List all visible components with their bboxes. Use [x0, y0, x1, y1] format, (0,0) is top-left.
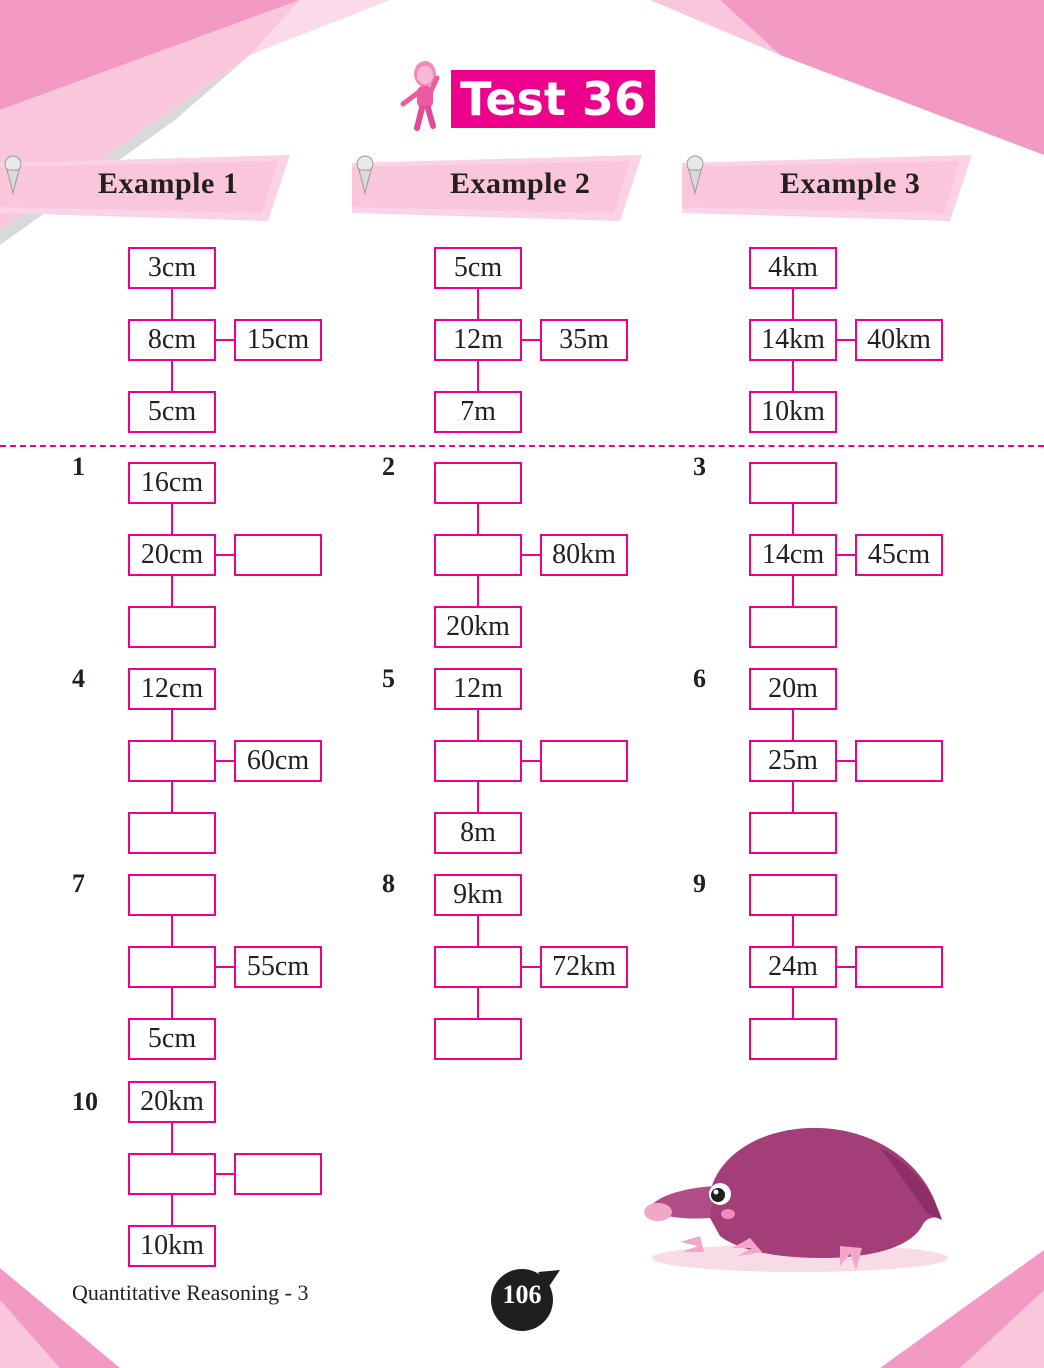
side-box: 35m — [540, 319, 628, 361]
connector-line — [837, 339, 855, 341]
pencil-mascot-icon — [682, 155, 708, 195]
top-box[interactable] — [749, 462, 837, 504]
bottom-box[interactable]: 10km — [128, 1225, 216, 1267]
connector-line — [171, 916, 173, 946]
connector-line — [477, 782, 479, 812]
connector-line — [792, 289, 794, 319]
top-box: 5cm — [434, 247, 522, 289]
side-box[interactable] — [855, 740, 943, 782]
connector-line — [477, 361, 479, 391]
top-box[interactable] — [749, 874, 837, 916]
side-box[interactable]: 45cm — [855, 534, 943, 576]
example-label: Example 2 — [450, 167, 591, 200]
bottom-box[interactable] — [128, 812, 216, 854]
dashed-divider — [0, 445, 1044, 447]
connector-line — [522, 760, 540, 762]
top-box[interactable]: 12m — [434, 668, 522, 710]
connector-line — [522, 966, 540, 968]
side-box[interactable] — [540, 740, 628, 782]
connector-line — [792, 710, 794, 740]
top-box[interactable]: 20m — [749, 668, 837, 710]
bottom-box[interactable]: 8m — [434, 812, 522, 854]
side-box[interactable] — [234, 1153, 322, 1195]
middle-box[interactable] — [128, 740, 216, 782]
connector-line — [477, 710, 479, 740]
question-puzzle-2 — [434, 462, 634, 652]
middle-box[interactable] — [434, 534, 522, 576]
connector-line — [792, 361, 794, 391]
connector-line — [837, 554, 855, 556]
question-puzzle-10 — [128, 1081, 328, 1271]
top-box: 4km — [749, 247, 837, 289]
girl-mascot-icon — [395, 58, 451, 134]
example-banner-3 — [682, 155, 974, 223]
top-box[interactable]: 16cm — [128, 462, 216, 504]
connector-line — [477, 988, 479, 1018]
connector-line — [792, 988, 794, 1018]
question-number: 2 — [382, 452, 395, 481]
title-area — [395, 58, 665, 138]
connector-line — [477, 289, 479, 319]
middle-box[interactable]: 24m — [749, 946, 837, 988]
side-box[interactable]: 80km — [540, 534, 628, 576]
bottom-box: 5cm — [128, 391, 216, 433]
side-box[interactable]: 72km — [540, 946, 628, 988]
connector-line — [171, 710, 173, 740]
mole-illustration — [640, 1108, 950, 1283]
connector-line — [216, 760, 234, 762]
top-box[interactable] — [128, 874, 216, 916]
connector-line — [792, 916, 794, 946]
middle-box[interactable] — [128, 1153, 216, 1195]
middle-box: 12m — [434, 319, 522, 361]
example-label: Example 1 — [98, 167, 239, 200]
top-box: 3cm — [128, 247, 216, 289]
question-puzzle-5 — [434, 668, 634, 858]
question-puzzle-6 — [749, 668, 949, 858]
connector-line — [477, 916, 479, 946]
question-number: 8 — [382, 869, 395, 898]
connector-line — [171, 504, 173, 534]
example-puzzle-2 — [434, 247, 634, 437]
example-puzzle-1 — [128, 247, 328, 437]
connector-line — [477, 504, 479, 534]
question-puzzle-9 — [749, 874, 949, 1064]
question-puzzle-8 — [434, 874, 634, 1064]
bottom-box[interactable] — [128, 606, 216, 648]
connector-line — [522, 339, 540, 341]
question-number: 3 — [693, 452, 706, 481]
pencil-mascot-icon — [0, 155, 26, 195]
question-number: 7 — [72, 869, 85, 898]
top-box[interactable] — [434, 462, 522, 504]
top-box[interactable]: 9km — [434, 874, 522, 916]
page-title: Test 36 — [451, 70, 655, 128]
bottom-box[interactable] — [749, 812, 837, 854]
connector-line — [792, 576, 794, 606]
side-box: 15cm — [234, 319, 322, 361]
pencil-mascot-icon — [352, 155, 378, 195]
bottom-box: 7m — [434, 391, 522, 433]
middle-box[interactable] — [434, 740, 522, 782]
middle-box: 8cm — [128, 319, 216, 361]
bottom-box[interactable]: 20km — [434, 606, 522, 648]
middle-box[interactable]: 14cm — [749, 534, 837, 576]
book-title: Quantitative Reasoning - 3 — [72, 1280, 309, 1305]
middle-box[interactable]: 20cm — [128, 534, 216, 576]
connector-line — [792, 782, 794, 812]
connector-line — [216, 339, 234, 341]
question-number: 4 — [72, 664, 85, 693]
connector-line — [477, 576, 479, 606]
question-number: 10 — [72, 1087, 98, 1116]
bottom-box[interactable] — [749, 606, 837, 648]
connector-line — [216, 554, 234, 556]
bottom-box[interactable] — [434, 1018, 522, 1060]
top-box[interactable]: 12cm — [128, 668, 216, 710]
question-number: 5 — [382, 664, 395, 693]
connector-line — [792, 504, 794, 534]
side-box[interactable] — [855, 946, 943, 988]
question-puzzle-3 — [749, 462, 949, 652]
question-number: 6 — [693, 664, 706, 693]
connector-line — [171, 576, 173, 606]
example-puzzle-3 — [749, 247, 949, 437]
example-label: Example 3 — [780, 167, 921, 200]
connector-line — [522, 554, 540, 556]
connector-line — [837, 760, 855, 762]
side-box[interactable]: 60cm — [234, 740, 322, 782]
connector-line — [171, 1123, 173, 1153]
question-number: 1 — [72, 452, 85, 481]
connector-line — [216, 966, 234, 968]
middle-box[interactable]: 25m — [749, 740, 837, 782]
bottom-box: 10km — [749, 391, 837, 433]
side-box[interactable]: 55cm — [234, 946, 322, 988]
middle-box: 14km — [749, 319, 837, 361]
connector-line — [216, 1173, 234, 1175]
side-box[interactable] — [234, 534, 322, 576]
bottom-box[interactable] — [749, 1018, 837, 1060]
bottom-box[interactable]: 5cm — [128, 1018, 216, 1060]
example-banner-2 — [352, 155, 644, 223]
question-puzzle-4 — [128, 668, 328, 858]
question-puzzle-1 — [128, 462, 328, 652]
connector-line — [171, 988, 173, 1018]
question-number: 9 — [693, 869, 706, 898]
connector-line — [837, 966, 855, 968]
top-box[interactable]: 20km — [128, 1081, 216, 1123]
middle-box[interactable] — [434, 946, 522, 988]
question-puzzle-7 — [128, 874, 328, 1064]
connector-line — [171, 361, 173, 391]
connector-line — [171, 1195, 173, 1225]
example-banner-1 — [0, 155, 292, 223]
connector-line — [171, 782, 173, 812]
page-number: 106 — [502, 1280, 542, 1309]
connector-line — [171, 289, 173, 319]
side-box: 40km — [855, 319, 943, 361]
middle-box[interactable] — [128, 946, 216, 988]
page-number-badge — [486, 1266, 562, 1332]
